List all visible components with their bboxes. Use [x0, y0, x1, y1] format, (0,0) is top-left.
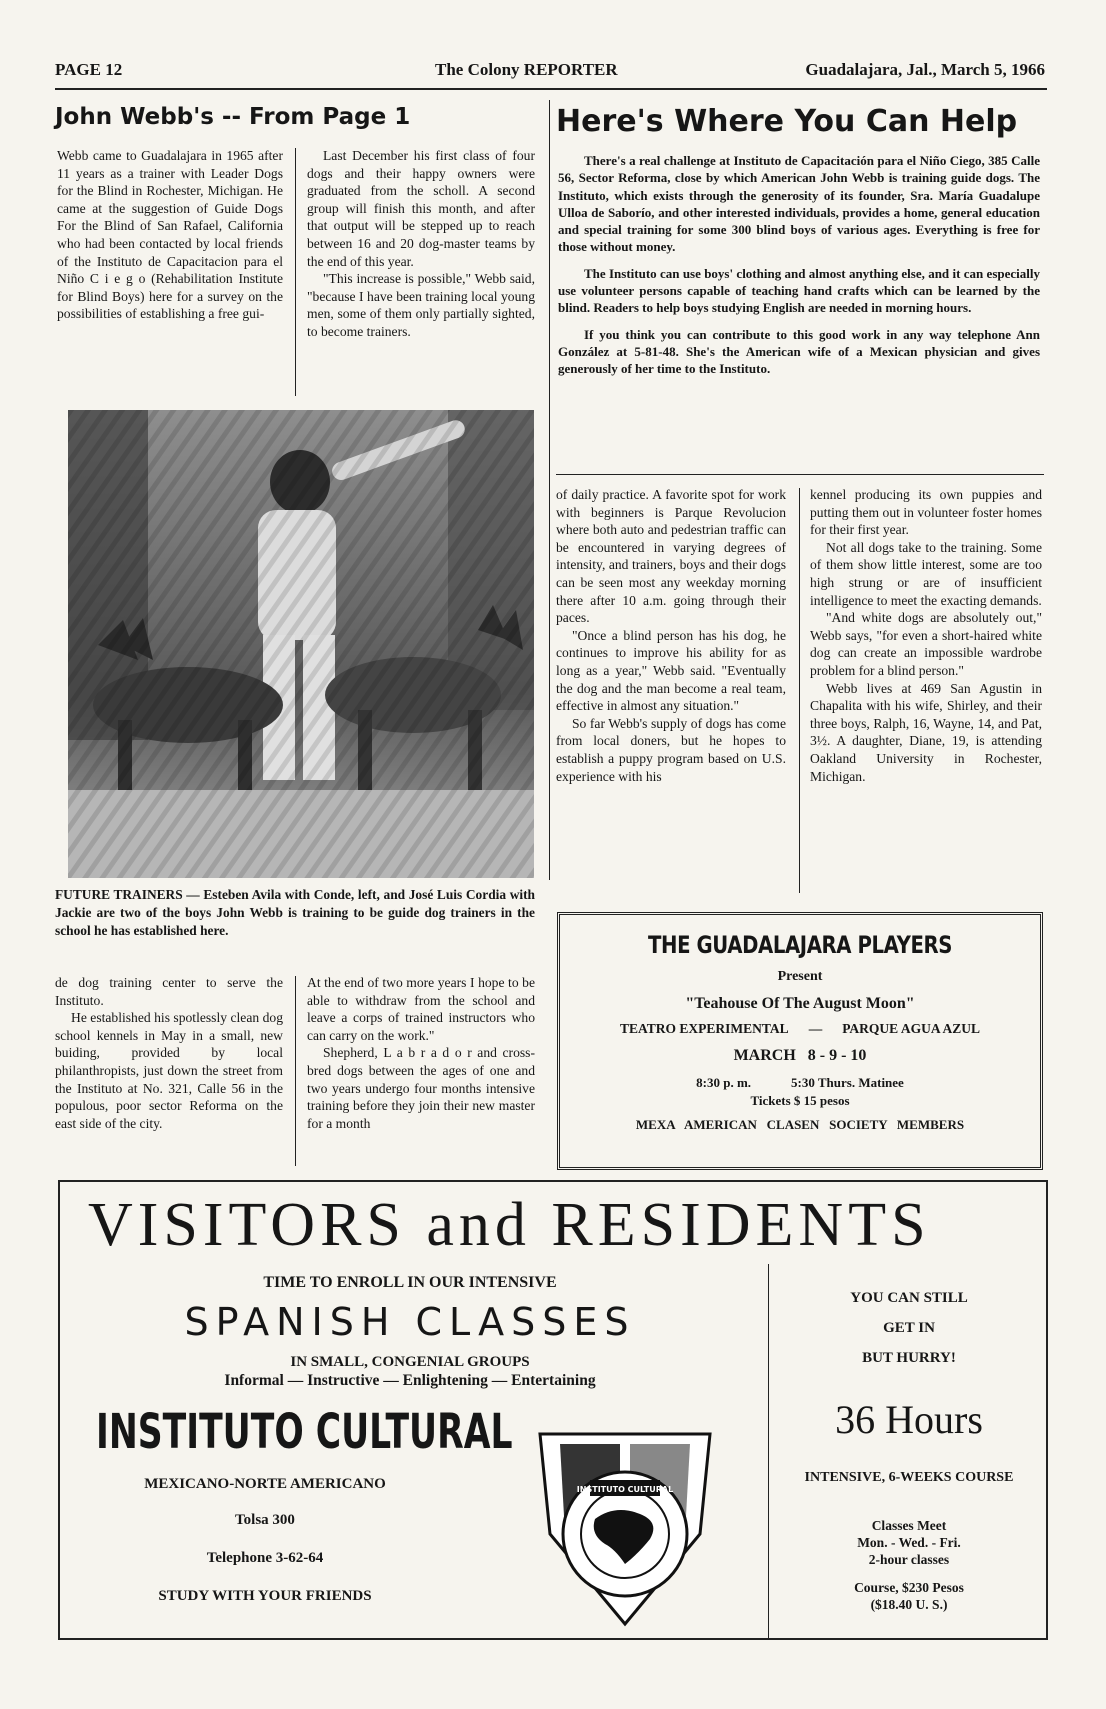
column-divider: [799, 488, 800, 893]
page-center-divider: [549, 100, 550, 880]
venue-left: TEATRO EXPERIMENTAL: [620, 1021, 789, 1036]
webb-column-1: [57, 147, 283, 323]
ad-institute-subtitle: MEXICANO-NORTE AMERICANO: [144, 1476, 386, 1492]
ad-groups: IN SMALL, CONGENIAL GROUPS: [290, 1354, 530, 1370]
ad-meet: Classes Meet: [871, 1518, 947, 1533]
webb-lower-col1-para-2: He established his spotlessly clean dog school kennels in May in a small, new buiding, provided by local philanthropists, just down the street from the Instituto at No. 321, Calle 56 in the populous, poor sector Reforma on the east side of the city.: [55, 1010, 283, 1131]
section-rule: [556, 474, 1044, 475]
webb-col2-para-2: "This increase is possible," Webb said, "because I have been training local young men, some of them only partially sighted, to become trainers.: [307, 271, 535, 339]
spanish-classes-ad: [58, 1180, 1048, 1640]
players-present: Present: [777, 969, 823, 984]
column-divider: [295, 148, 296, 396]
players-venue: [560, 1021, 1040, 1037]
ad-classes: SPANISH CLASSES: [184, 1300, 636, 1344]
page-header: [55, 60, 1045, 90]
webb-column-2: [307, 147, 535, 341]
institute-seal: [520, 1414, 730, 1634]
ad-address: Tolsa 300: [235, 1512, 295, 1528]
seal-text: INSTITUTO CULTURAL: [576, 1485, 674, 1494]
ad-study: STUDY WITH YOUR FRIENDS: [158, 1588, 372, 1604]
webb-right-col2-para-2: Not all dogs take to the training. Some of them show little interest, some are too high strung or are of insufficient intelligence to meet the exacting demands.: [810, 539, 1042, 608]
help-para-3: If you think you can contribute to this good work in any way telephone Ann González at 5-81-48. She's the American wife of a Mexican physician and gives generously of her time to the Instituto.: [558, 326, 1040, 377]
webb-col2-para-1: Last December his first class of four dogs and their happy owners were graduated from the scholl. A second group will finish this month, and after that output will be stepped up to reach between 16 and 20 dog-master teams by the end of this year.: [307, 148, 535, 269]
ad-course-price: Course, $230 Pesos: [854, 1580, 964, 1595]
help-para-1: There's a real challenge at Instituto de Capacitación para el Niño Ciego, 385 Calle 56, Sector Reforma, close by which American John Webb is training guide dogs. The Instituto, which exists through the generosity of its founder, Sra. María Guadalupe Ulloa de Saborío, and other interested individuals, provides a home, general education and special training for some 300 blind boys of various ages. Everything is free for those without money.: [558, 153, 1040, 255]
ad-enroll: TIME TO ENROLL IN OUR INTENSIVE: [263, 1274, 557, 1291]
webb-right-col1-para-1: of daily practice. A favorite spot for work with beginners is Parque Revolucion where both auto and pedestrian traffic can be encountered in varying degrees of intensity, and trainers, boys and their dogs can be seen most any weekday morning there after 10 a.m. going through their paces.: [556, 487, 786, 626]
ad-banner: VISITORS and RESIDENTS: [88, 1191, 931, 1259]
dateline: Guadalajara, Jal., March 5, 1966: [805, 60, 1045, 79]
news-photo: [68, 410, 534, 878]
players-tickets: Tickets $ 15 pesos: [750, 1093, 850, 1108]
webb-lower-col1-para-1: de dog training center to serve the Instituto.: [55, 975, 283, 1008]
players-members: MEXA AMERICAN CLASEN SOCIETY MEMBERS: [635, 1117, 965, 1132]
players-dates: MARCH 8 - 9 - 10: [733, 1047, 867, 1064]
time-evening: 8:30 p. m.: [696, 1075, 752, 1090]
ad-duration: 2-hour classes: [868, 1552, 950, 1567]
webb-lower-column-1: [55, 974, 283, 1132]
ad-panel-divider: [768, 1264, 769, 1640]
webb-col1-text: Webb came to Guadalajara in 1965 after 11 years as a trainer with Leader Dogs for the Blind in Rochester, Michigan. He came at the suggestion of Guide Dogs For the Blind of San Rafael, California who had been contacted by local friends of the Instituto de Capacitacion para el Niño C i e g o (Rehabilitation Institute for Blind Boys) here for a survey on the possibilities of establishing a free gui-: [57, 148, 283, 322]
seal-emblem-icon: [520, 1414, 730, 1634]
webb-right-col2-para-1: kennel producing its own puppies and putting them out in volunteer foster homes for their first year.: [810, 487, 1042, 538]
newspaper-name: The Colony REPORTER: [435, 60, 618, 79]
webb-right-column-1: [556, 486, 786, 785]
webb-right-col2-para-4: Webb lives at 469 San Agustin in Chapalita with his wife, Shirley, and their three boys, Ralph, 16, Wayne, 14, and Pat, 3½. A daughter, Diane, 19, is attending Oakland University in Rochester, Michigan.: [810, 680, 1042, 784]
ad-intensive: INTENSIVE, 6-WEEKS COURSE: [804, 1470, 1014, 1485]
trainers-dogs-photo: [68, 410, 534, 878]
time-matinee: 5:30 Thurs. Matinee: [791, 1075, 904, 1090]
webb-right-column-2: [810, 486, 1042, 785]
ad-get-in: GET IN: [883, 1320, 935, 1336]
ad-still: YOU CAN STILL: [850, 1290, 968, 1306]
header-rule: [55, 88, 1047, 90]
webb-right-col2-para-3: "And white dogs are absolutely out," Webb says, "for even a short-haired white dog can create an impossible wardrobe problem for a blind person.": [810, 610, 1042, 678]
ad-qualities: Informal — Instructive — Enlightening — Entertaining: [224, 1372, 596, 1389]
venue-dash: —: [808, 1021, 823, 1036]
webb-lower-col2-para-1: At the end of two more years I hope to be able to withdraw from the school and leave a corps of trained instructors who can carry on the work.": [307, 975, 535, 1043]
ad-hurry: BUT HURRY!: [862, 1350, 956, 1366]
ad-usd-price: ($18.40 U. S.): [870, 1597, 948, 1612]
webb-lower-column-2: [307, 974, 535, 1132]
help-headline: Here's Where You Can Help: [556, 104, 1018, 139]
players-ad: [557, 912, 1043, 1170]
webb-lower-col2-para-2: Shepherd, L a b r a d o r and cross-bred dogs between the ages of one and two years undergo four months intensive training before they join their new master for a month: [307, 1045, 535, 1131]
webb-headline: John Webb's -- From Page 1: [55, 104, 411, 130]
help-para-2: The Instituto can use boys' clothing and almost anything else, and it can especially use volunteer persons capable of teaching hand crafts which can be learned by the blind. Readers to help boys studying English are needed in morning hours.: [558, 265, 1040, 316]
ad-institute-name: INSTITUTO CULTURAL: [96, 1404, 513, 1460]
webb-right-col1-para-2: "Once a blind person has his dog, he continues to improve his ability for as long as a year," Webb said. "Eventually the dog and the man become a real team, effective in almost any situation.": [556, 627, 786, 714]
ad-days: Mon. - Wed. - Fri.: [857, 1535, 961, 1550]
players-times: [560, 1075, 1040, 1091]
ad-hours: 36 Hours: [835, 1397, 983, 1442]
venue-right: PARQUE AGUA AZUL: [842, 1021, 980, 1036]
help-article-body: [558, 152, 1040, 387]
play-title: "Teahouse Of The August Moon": [685, 995, 915, 1012]
ad-phone: Telephone 3-62-64: [206, 1550, 324, 1566]
page-number: PAGE 12: [55, 60, 123, 79]
players-title: THE GUADALAJARA PLAYERS: [648, 931, 952, 959]
column-divider: [295, 976, 296, 1166]
webb-right-col1-para-3: So far Webb's supply of dogs has come from local doners, but he hopes to establish a puppy program based on U.S. experience with his: [556, 715, 786, 784]
photo-caption: FUTURE TRAINERS — Esteben Avila with Conde, left, and José Luis Cordia with Jackie are two of the boys John Webb is training to be guide dog trainers in the school he has established here.: [55, 887, 535, 938]
